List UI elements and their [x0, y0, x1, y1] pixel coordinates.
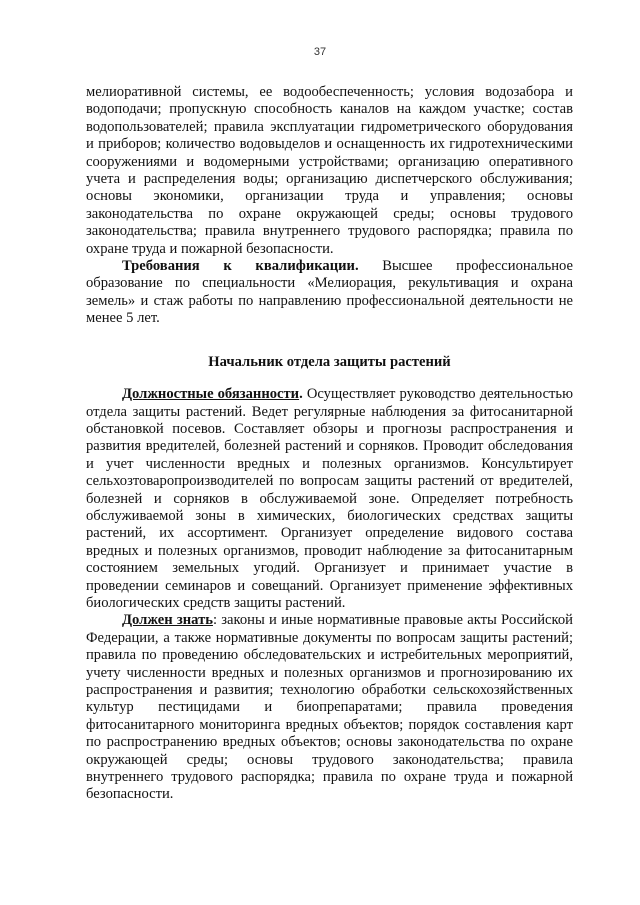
- qualification-requirements-text: Высшее профессиональное образование по специальности «Мелиорация, рекультивация и охрана земель» и стаж работы по направлению профессиональной деятельности не менее 5 лет.: [86, 258, 573, 327]
- job-duties-paragraph: [86, 386, 573, 612]
- job-duties-text: Осуществляет руководство деятельностью отдела защиты растений. Ведет регулярные наблюдения за фитосанитарной обстановкой посевов. Составляет обзоры и прогнозы распространения и развития вредителей, болезней растений и сорняков. Проводит обследования и учет численности вредных и полезных организмов. Консультирует сельхозтоваропроизводителей по вопросам защиты растений от вредителей, болезней и сорняков в обслуживаемой зоне. Определяет потребность обслуживаемой зоны в химических, биологических средствах защиты растений, их ассортимент. Организует определение видового состава вредных и полезных организмов, проводит наблюдение за фитосанитарным состоянием земельных угодий. Организует и принимает участие в проведении семинаров и совещаний. Организует применение эффективных биологических средств защиты растений.: [86, 386, 573, 611]
- job-duties-label: Должностные обязанности: [122, 386, 300, 403]
- qualification-requirements-paragraph: [86, 258, 573, 328]
- page-body: [86, 84, 573, 804]
- must-know-label: Должен знать: [122, 612, 213, 629]
- page-number: 37: [313, 46, 327, 58]
- duties-continuation-paragraph: мелиоративной системы, ее водообеспеченность; условия водозабора и водоподачи; пропускную способность каналов на каждом участке; состав водопользователей; правила эксплуатации гидрометрического оборудования и приборов; количество водовыделов и оснащенность их гидротехническими сооружениями и водомерными устройствами; организацию оперативного учета и распределения воды; организацию диспетчерского обслуживания; основы экономики, организации труда и управления; основы законодательства по охране окружающей среды; основы трудового законодательства; правила внутреннего трудового распорядка; правила по охране труда и пожарной безопасности.: [86, 84, 573, 257]
- must-know-text: : законы и иные нормативные правовые акты Российской Федерации, а также нормативные документы по вопросам защиты растений; правила по проведению обследовательских и истребительных мероприятий, учету численности вредных и полезных организмов и прогнозированию их распространения и развития; технологию обработки сельскохозяйственных культур пестицидами и биопрепаратами; правила проведения фитосанитарного мониторинга вредных объектов; порядок составления карт по распространению вредных объектов; основы законодательства по охране окружающей среды; основы трудового законодательства; правила внутреннего трудового распорядка; правила по охране труда и пожарной безопасности.: [86, 612, 573, 803]
- qualification-requirements-label: Требования к квалификации.: [122, 258, 359, 275]
- must-know-paragraph: [86, 612, 573, 803]
- section-heading: Начальник отдела защиты растений: [208, 353, 451, 370]
- job-duties-label-dot: .: [299, 386, 303, 403]
